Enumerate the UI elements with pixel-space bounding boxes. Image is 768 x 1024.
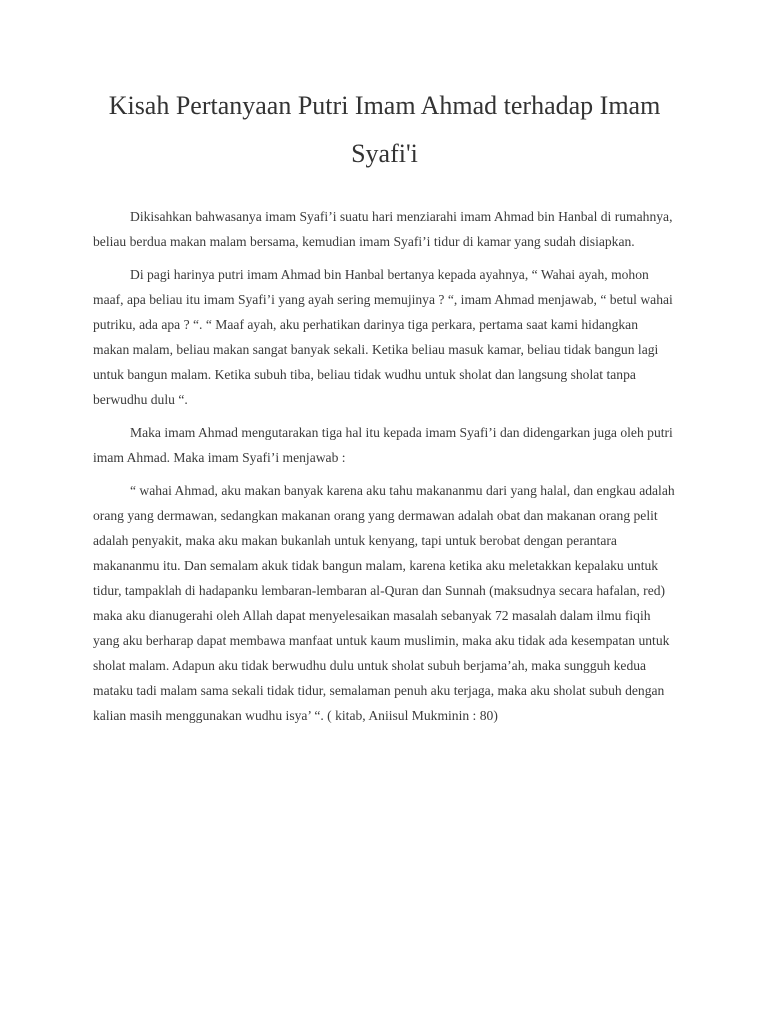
document-title: Kisah Pertanyaan Putri Imam Ahmad terhadap Imam Syafi'i xyxy=(108,91,661,168)
paragraph-1: Dikisahkan bahwasanya imam Syafi’i suatu hari menziarahi imam Ahmad bin Hanbal di rumahnya, beliau berdua makan malam bersama, kemudian imam Syafi’i tidur di kamar yang sudah disiapkan. xyxy=(93,209,673,249)
paragraph-3: Maka imam Ahmad mengutarakan tiga hal itu kepada imam Syafi’i dan didengarkan juga oleh putri imam Ahmad. Maka imam Syafi’i menjawab : xyxy=(93,425,673,465)
paragraph-4: “ wahai Ahmad, aku makan banyak karena aku tahu makananmu dari yang halal, dan engkau adalah orang yang dermawan, sedangkan makanan orang yang dermawan adalah obat dan makanan orang pelit adalah penyakit, maka aku makan bukanlah untuk kenyang, tapi untuk berobat dengan perantara makananmu itu. Dan semalam akuk tidak bangun malam, karena ketika aku meletakkan kepalaku untuk tidur, tampaklah di hadapanku lembaran-lembaran al-Quran dan Sunnah (maksudnya secara hafalan, red) maka aku dianugerahi oleh Allah dapat menyelesaikan masalah sebanyak 72 masalah dalam ilmu fiqih yang aku berharap dapat membawa manfaat untuk kaum muslimin, maka aku tidak ada kesempatan untuk sholat malam. Adapun aku tidak berwudhu dulu untuk sholat subuh berjama’ah, maka sungguh kedua mataku tadi malam sama sekali tidak tidur, semalaman penuh aku terjaga, maka aku sholat subuh dengan kalian masih menggunakan wudhu isya’ “. ( kitab, Aniisul Mukminin : 80) xyxy=(93,483,675,723)
paragraph-2: Di pagi harinya putri imam Ahmad bin Hanbal bertanya kepada ayahnya, “ Wahai ayah, mohon maaf, apa beliau itu imam Syafi’i yang ayah sering memujinya ? “, imam Ahmad menjawab, “ betul wahai putriku, ada apa ? “. “ Maaf ayah, aku perhatikan darinya tiga perkara, pertama saat kami hidangkan makan malam, beliau makan sangat banyak sekali. Ketika beliau masuk kamar, beliau tidak bangun lagi untuk bangun malam. Ketika subuh tiba, beliau tidak wudhu untuk sholat dan langsung sholat tanpa berwudhu dulu “. xyxy=(93,267,673,407)
